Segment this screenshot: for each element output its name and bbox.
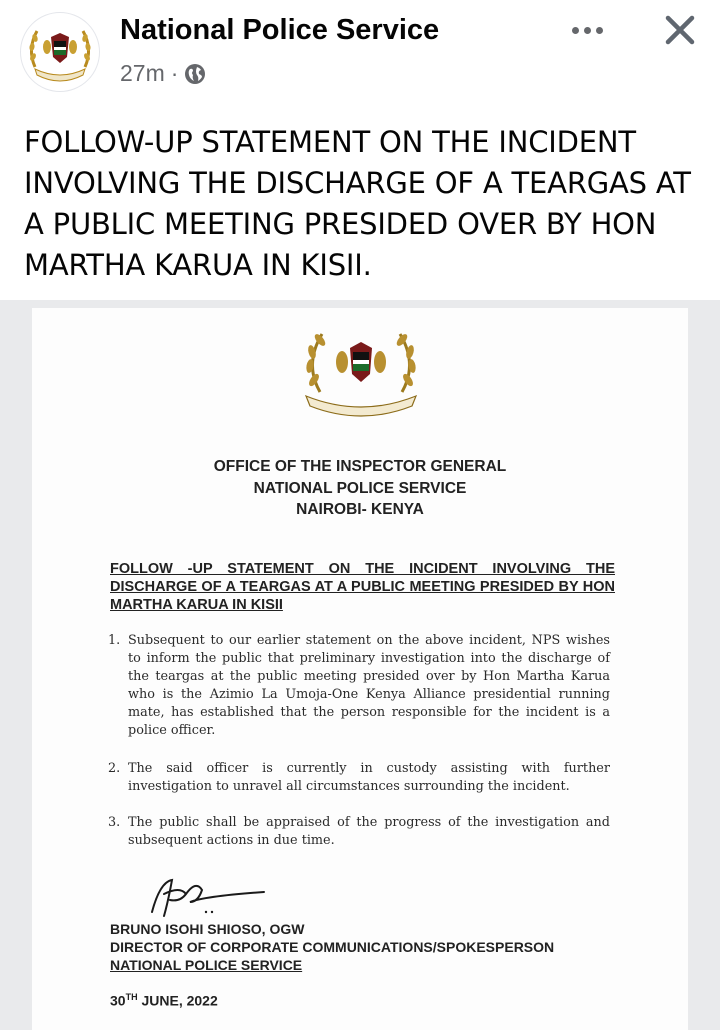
- page-avatar[interactable]: [20, 12, 100, 92]
- post-meta: [120, 60, 206, 87]
- paragraph-text: The public shall be appraised of the progress of the investigation and subsequent actions in due time.: [128, 815, 610, 848]
- office-line-2: NATIONAL POLICE SERVICE: [253, 480, 467, 497]
- globe-icon: [184, 63, 206, 85]
- page-name[interactable]: National Police Service: [120, 14, 440, 46]
- paragraph-text: The said officer is currently in custody assisting with further investigation to unravel all circumstances surrounding the incident.: [128, 761, 610, 794]
- more-options-button[interactable]: [565, 14, 609, 46]
- close-icon[interactable]: [660, 10, 700, 50]
- paragraph-text: Subsequent to our earlier statement on the above incident, NPS wishes to inform the public that preliminary investigation into the discharge of the teargas at the public meeting presided over by Hon Martha Karua who is the Azimio La Umoja-One Kenya Alliance presidential running mate, has established that the person responsible for the incident is a police officer.: [128, 633, 610, 738]
- date-rest: JUNE, 2022: [137, 992, 218, 1009]
- date-suffix: TH: [125, 992, 138, 1002]
- more-dot: [584, 27, 591, 34]
- police-crest-icon: [298, 318, 424, 420]
- paragraph-3: [108, 814, 610, 850]
- signature: [140, 872, 270, 922]
- document-date: [110, 992, 218, 1009]
- document-title-line-2: DISCHARGE OF A TEARGAS AT A PUBLIC MEETING PRESIDED BY HON: [110, 579, 615, 595]
- meta-separator: ·: [170, 60, 179, 86]
- paragraph-1: [108, 632, 610, 740]
- post-caption: FOLLOW-UP STATEMENT ON THE INCIDENT INVOLVING THE DISCHARGE OF A TEARGAS AT A PUBLIC MEETING PRESIDED OVER BY HON MARTHA KARUA IN KISII.: [24, 125, 691, 282]
- more-dot: [596, 27, 603, 34]
- document-title-line-3: MARTHA KARUA IN KISII: [110, 597, 283, 613]
- document-title-line-1: FOLLOW -UP STATEMENT ON THE INCIDENT INVOLVING THE: [110, 561, 615, 577]
- date-day: 30: [110, 992, 126, 1009]
- paragraph-number: 3.: [108, 815, 121, 830]
- police-emblem-icon: [21, 13, 99, 91]
- post-time[interactable]: 27m: [120, 60, 165, 86]
- paragraph-number: 2.: [108, 761, 121, 776]
- office-line-3: NAIROBI- KENYA: [296, 501, 424, 518]
- post-header: [0, 0, 720, 110]
- office-line-1: OFFICE OF THE INSPECTOR GENERAL: [213, 458, 507, 475]
- signatory-organization: NATIONAL POLICE SERVICE: [110, 957, 303, 973]
- signatory-name: BRUNO ISOHI SHIOSO, OGW: [110, 921, 305, 937]
- signatory-title: DIRECTOR OF CORPORATE COMMUNICATIONS/SPOKESPERSON: [110, 939, 555, 955]
- more-horizontal-icon: [572, 27, 579, 34]
- paragraph-2: [108, 760, 610, 796]
- paragraph-number: 1.: [108, 633, 121, 648]
